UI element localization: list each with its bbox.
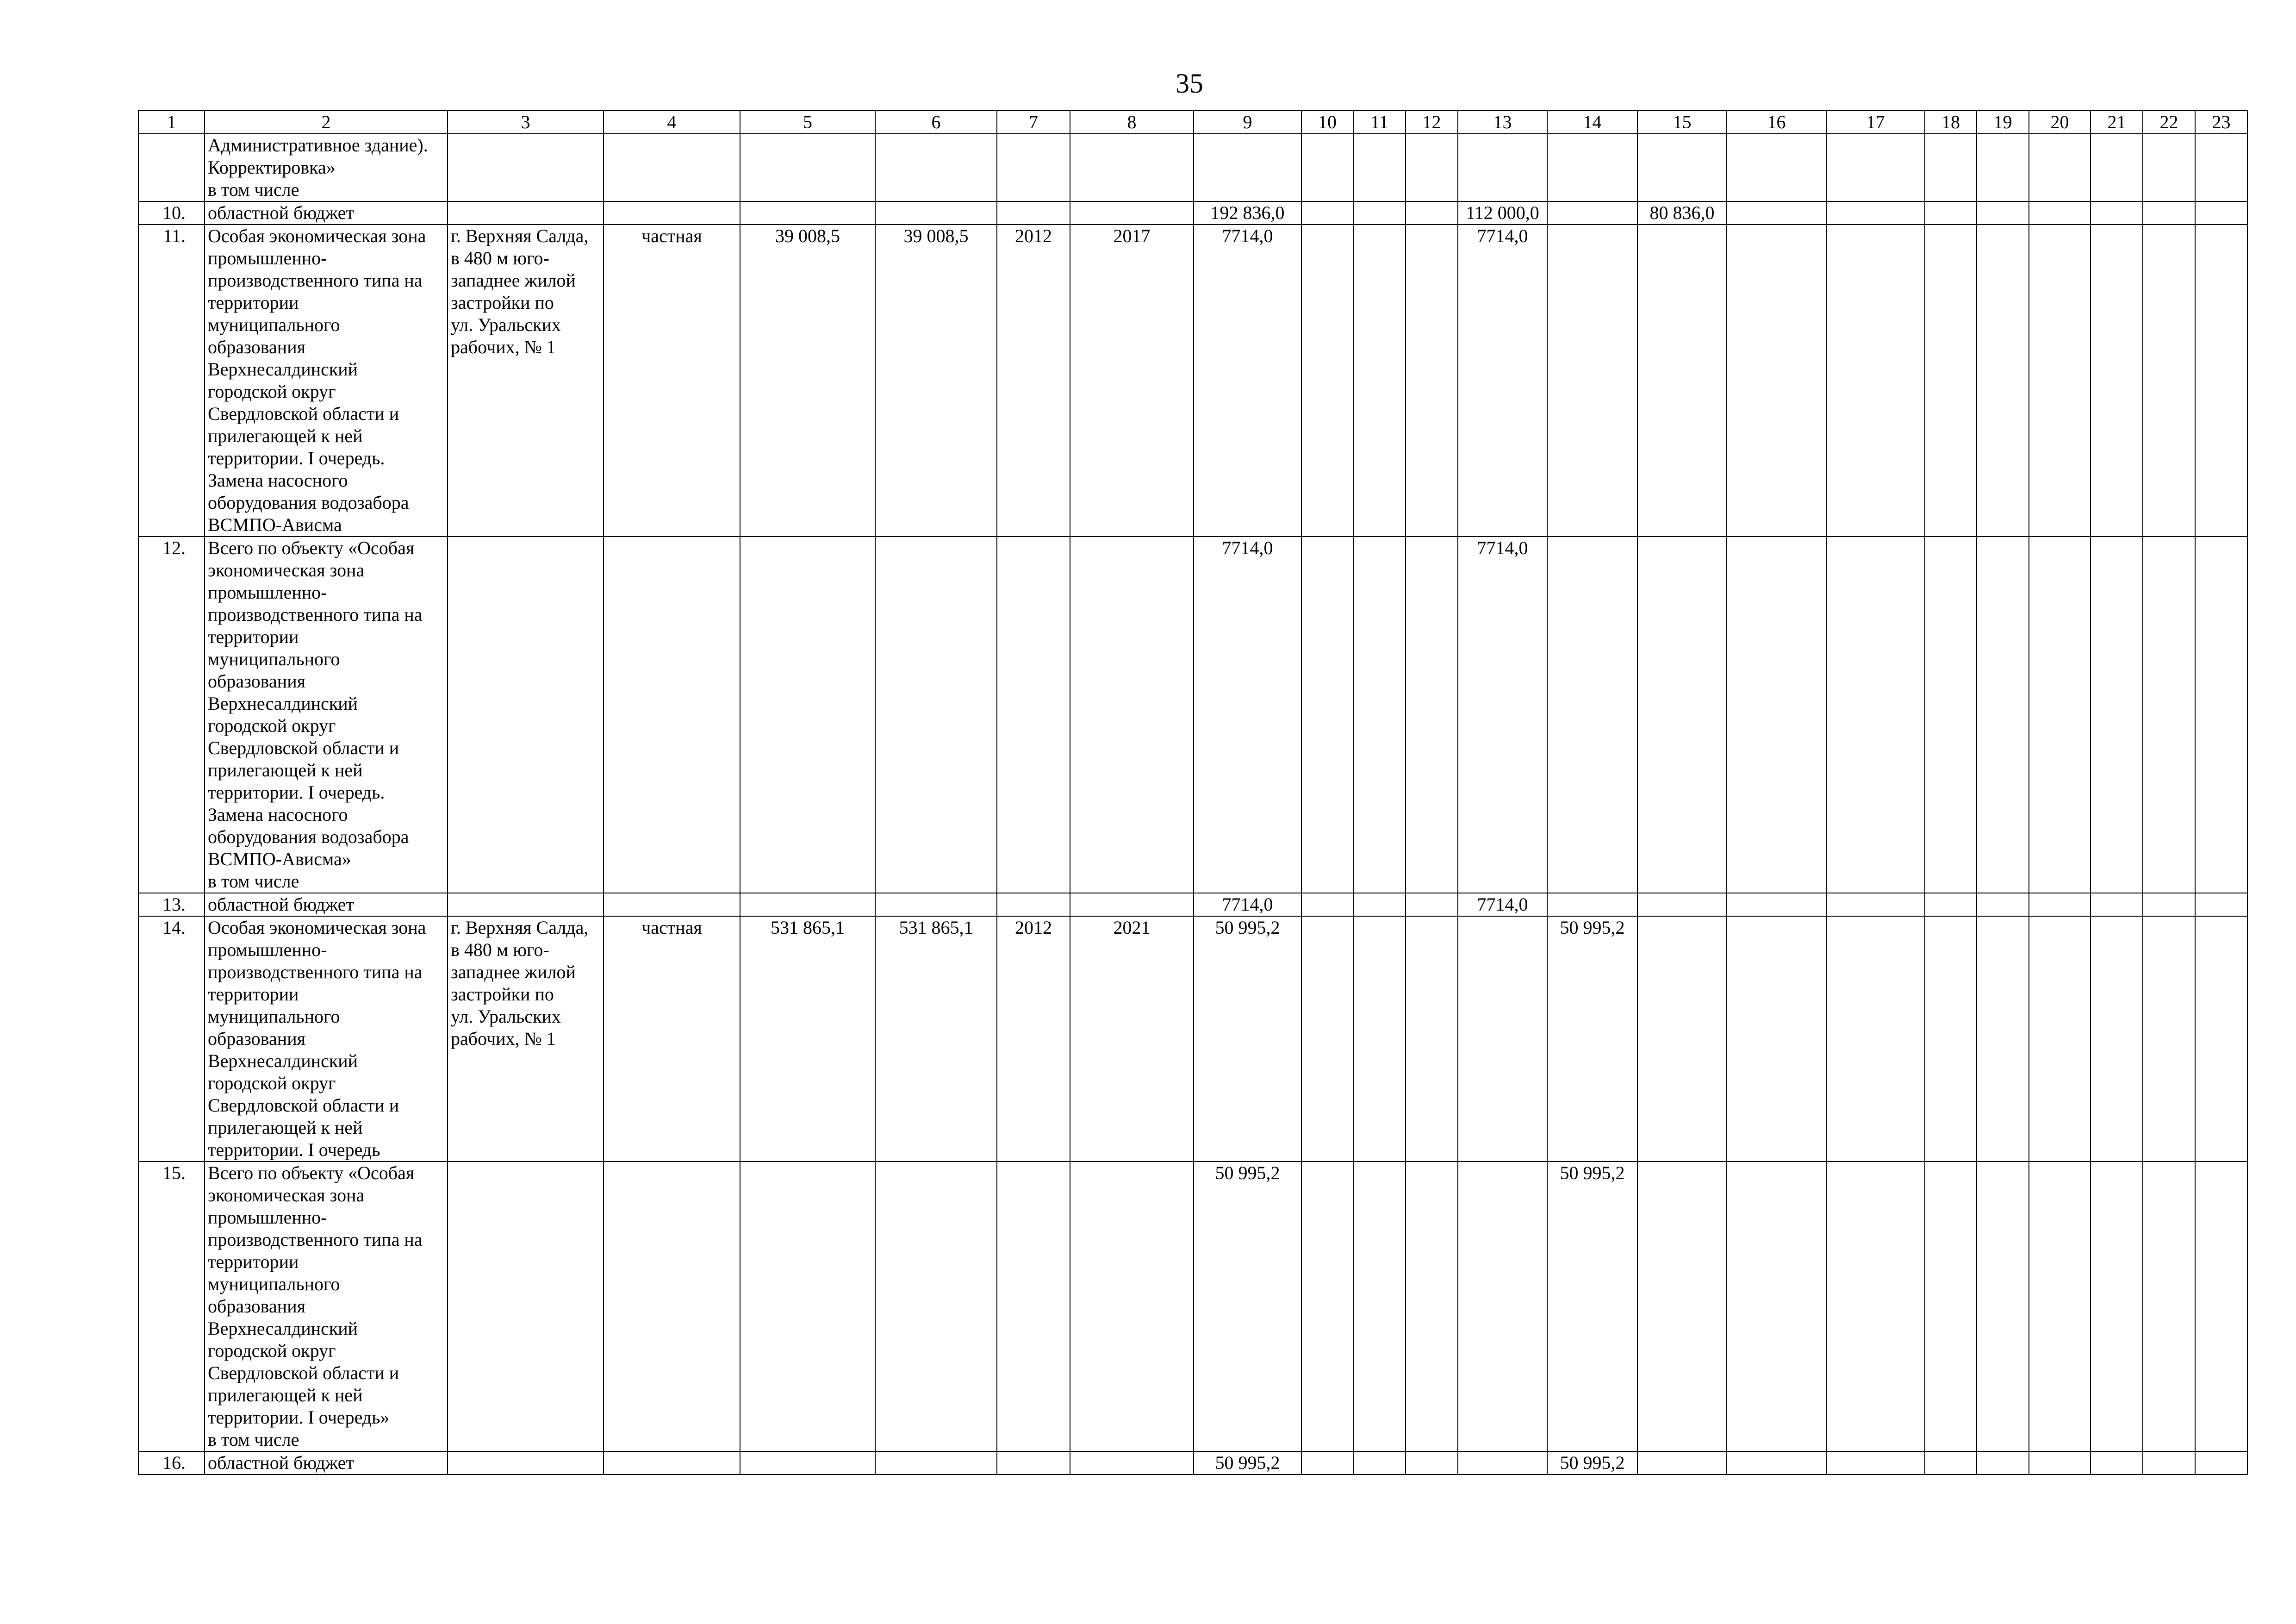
address-line: застройки по — [451, 984, 554, 1005]
address-line: ул. Уральских — [451, 314, 561, 335]
value-cell-c13 — [1458, 1162, 1547, 1451]
value-cell-c16 — [1727, 893, 1826, 916]
cell-c5 — [740, 201, 875, 225]
value-cell-c20 — [2029, 201, 2091, 225]
value-cell-c11 — [1353, 1451, 1406, 1474]
object-name-line: городской округ — [208, 1340, 336, 1361]
value-cell-c16 — [1727, 537, 1826, 893]
object-name-cell — [205, 134, 448, 201]
object-name-line: территории — [208, 1251, 299, 1272]
address-cell — [448, 1451, 604, 1474]
object-name-line: образования — [208, 1028, 305, 1049]
object-name-cell — [205, 201, 448, 225]
table-row — [138, 1162, 2247, 1451]
value-cell-c20 — [2029, 225, 2091, 537]
value-cell-c19 — [1977, 893, 2029, 916]
object-name-line: промышленно- — [208, 582, 327, 603]
address-line: западнее жилой — [451, 270, 576, 291]
cell-c5 — [740, 893, 875, 916]
value-cell-c15 — [1637, 1162, 1727, 1451]
value-cell-c23 — [2195, 1162, 2247, 1451]
value-cell-c10 — [1301, 201, 1353, 225]
object-name-line: промышленно- — [208, 1207, 327, 1228]
object-name-line: Верхнесалдинский — [208, 693, 358, 714]
cell-c7 — [997, 1162, 1070, 1451]
object-name-line: экономическая зона — [208, 1185, 365, 1206]
value-cell-c13: 112 000,0 — [1458, 201, 1547, 225]
address-cell — [448, 537, 604, 893]
header-cell: 8 — [1070, 111, 1194, 134]
header-cell: 23 — [2195, 111, 2247, 134]
header-cell: 21 — [2091, 111, 2143, 134]
object-name-line: прилегающей к ней — [208, 1117, 363, 1138]
object-name-line: Административное здание). — [208, 135, 428, 156]
row-number: 13. — [138, 893, 205, 916]
cell-c6 — [875, 134, 997, 201]
address-cell — [448, 916, 604, 1162]
table-body — [138, 134, 2247, 1474]
address-line: ул. Уральских — [451, 1006, 561, 1027]
value-cell-c16 — [1727, 201, 1826, 225]
value-cell-c18 — [1925, 1451, 1977, 1474]
cell-c4: частная — [604, 225, 740, 537]
cell-c5 — [740, 1162, 875, 1451]
value-cell-c17 — [1826, 916, 1925, 1162]
header-cell: 22 — [2143, 111, 2195, 134]
value-cell-c18 — [1925, 893, 1977, 916]
cell-c6 — [875, 893, 997, 916]
value-cell-c17 — [1826, 134, 1925, 201]
value-cell-c14: 50 995,2 — [1547, 916, 1637, 1162]
value-cell-c14: 50 995,2 — [1547, 1451, 1637, 1474]
address-cell — [448, 1162, 604, 1451]
object-name-cell — [205, 1162, 448, 1451]
row-number — [138, 134, 205, 201]
object-name-line: прилегающей к ней — [208, 1385, 363, 1405]
header-cell: 19 — [1977, 111, 2029, 134]
object-name-cell — [205, 916, 448, 1162]
value-cell-c17 — [1826, 201, 1925, 225]
object-name-line: областной бюджет — [208, 202, 355, 223]
cell-c8 — [1070, 134, 1194, 201]
object-name-line: Всего по объекту «Особая — [208, 1162, 415, 1183]
value-cell-c18 — [1925, 1162, 1977, 1451]
value-cell-c15 — [1637, 916, 1727, 1162]
object-name-line: городской округ — [208, 1073, 336, 1093]
value-cell-c11 — [1353, 201, 1406, 225]
value-cell-c23 — [2195, 225, 2247, 537]
value-cell-c15 — [1637, 537, 1727, 893]
object-name-line: Верхнесалдинский — [208, 359, 358, 380]
value-cell-c12 — [1406, 134, 1458, 201]
cell-c4 — [604, 1451, 740, 1474]
value-cell-c22 — [2143, 201, 2195, 225]
object-name-line: Свердловской области и — [208, 1095, 399, 1116]
object-name-line: территории — [208, 626, 299, 647]
cell-c5 — [740, 1451, 875, 1474]
table-row — [138, 1451, 2247, 1474]
value-cell-c16 — [1727, 1451, 1826, 1474]
cell-c7: 2012 — [997, 225, 1070, 537]
value-cell-c20 — [2029, 893, 2091, 916]
value-cell-c13: 7714,0 — [1458, 893, 1547, 916]
value-cell-c11 — [1353, 537, 1406, 893]
object-name-line: промышленно- — [208, 248, 327, 269]
value-cell-c13: 7714,0 — [1458, 537, 1547, 893]
value-cell-c13 — [1458, 134, 1547, 201]
table-row — [138, 201, 2247, 225]
value-cell-c19 — [1977, 134, 2029, 201]
cell-c7: 2012 — [997, 916, 1070, 1162]
address-cell — [448, 893, 604, 916]
value-cell-c21 — [2091, 916, 2143, 1162]
value-cell-c22 — [2143, 537, 2195, 893]
value-cell-c14 — [1547, 201, 1637, 225]
object-name-line: муниципального — [208, 649, 340, 669]
object-name-line: Замена насосного — [208, 804, 348, 825]
cell-c8 — [1070, 1162, 1194, 1451]
value-cell-c21 — [2091, 1451, 2143, 1474]
value-cell-c10 — [1301, 134, 1353, 201]
value-cell-c9 — [1194, 134, 1301, 201]
object-name-line: муниципального — [208, 314, 340, 335]
object-name-line: муниципального — [208, 1274, 340, 1294]
table-row — [138, 134, 2247, 201]
object-name-line: производственного типа на — [208, 962, 423, 982]
row-number: 10. — [138, 201, 205, 225]
object-name-line: образования — [208, 337, 305, 357]
value-cell-c13 — [1458, 1451, 1547, 1474]
cell-c6 — [875, 201, 997, 225]
header-cell: 16 — [1727, 111, 1826, 134]
object-name-line: Всего по объекту «Особая — [208, 537, 415, 558]
value-cell-c22 — [2143, 1451, 2195, 1474]
cell-c7 — [997, 201, 1070, 225]
address-cell — [448, 225, 604, 537]
object-name-cell — [205, 537, 448, 893]
header-cell: 13 — [1458, 111, 1547, 134]
header-cell: 2 — [205, 111, 448, 134]
value-cell-c15 — [1637, 1451, 1727, 1474]
value-cell-c12 — [1406, 1162, 1458, 1451]
object-name-line: прилегающей к ней — [208, 425, 363, 446]
cell-c4 — [604, 134, 740, 201]
object-name-line: Верхнесалдинский — [208, 1050, 358, 1071]
value-cell-c9: 7714,0 — [1194, 225, 1301, 537]
object-name-line: образования — [208, 671, 305, 692]
value-cell-c22 — [2143, 225, 2195, 537]
object-name-line: Особая экономическая зона — [208, 917, 426, 938]
value-cell-c16 — [1727, 225, 1826, 537]
cell-c8 — [1070, 537, 1194, 893]
value-cell-c12 — [1406, 916, 1458, 1162]
cell-c4 — [604, 1162, 740, 1451]
object-name-line: территории — [208, 984, 299, 1005]
value-cell-c14 — [1547, 893, 1637, 916]
cell-c6 — [875, 1162, 997, 1451]
value-cell-c10 — [1301, 1451, 1353, 1474]
value-cell-c22 — [2143, 1162, 2195, 1451]
object-name-line: территории. I очередь — [208, 1139, 380, 1160]
value-cell-c14 — [1547, 537, 1637, 893]
value-cell-c23 — [2195, 537, 2247, 893]
value-cell-c17 — [1826, 537, 1925, 893]
header-row — [138, 111, 2247, 134]
value-cell-c10 — [1301, 893, 1353, 916]
table-row — [138, 893, 2247, 916]
value-cell-c12 — [1406, 225, 1458, 537]
object-name-line: образования — [208, 1296, 305, 1317]
value-cell-c18 — [1925, 201, 1977, 225]
value-cell-c20 — [2029, 134, 2091, 201]
address-line: рабочих, № 1 — [451, 1028, 556, 1049]
value-cell-c14: 50 995,2 — [1547, 1162, 1637, 1451]
value-cell-c20 — [2029, 537, 2091, 893]
table-row — [138, 537, 2247, 893]
value-cell-c15 — [1637, 134, 1727, 201]
value-cell-c14 — [1547, 225, 1637, 537]
value-cell-c12 — [1406, 201, 1458, 225]
header-cell: 17 — [1826, 111, 1925, 134]
object-name-line: ВСМПО-Ависма — [208, 514, 342, 535]
object-name-line: территории. I очередь. — [208, 782, 385, 803]
value-cell-c9: 7714,0 — [1194, 537, 1301, 893]
object-name-cell — [205, 893, 448, 916]
header-cell: 9 — [1194, 111, 1301, 134]
address-cell — [448, 134, 604, 201]
object-name-line: областной бюджет — [208, 1452, 355, 1473]
value-cell-c9: 50 995,2 — [1194, 1451, 1301, 1474]
value-cell-c20 — [2029, 1162, 2091, 1451]
value-cell-c14 — [1547, 134, 1637, 201]
header-cell: 1 — [138, 111, 205, 134]
object-name-line: территории. I очередь» — [208, 1407, 390, 1428]
address-line: в 480 м юго- — [451, 248, 549, 269]
value-cell-c18 — [1925, 916, 1977, 1162]
cell-c5: 39 008,5 — [740, 225, 875, 537]
value-cell-c19 — [1977, 1451, 2029, 1474]
header-cell: 6 — [875, 111, 997, 134]
value-cell-c15 — [1637, 893, 1727, 916]
header-cell: 7 — [997, 111, 1070, 134]
row-number: 15. — [138, 1162, 205, 1451]
cell-c6 — [875, 537, 997, 893]
object-name-line: оборудования водозабора — [208, 492, 409, 513]
cell-c6: 39 008,5 — [875, 225, 997, 537]
address-line: г. Верхняя Салда, — [451, 917, 589, 938]
object-name-line: Замена насосного — [208, 470, 348, 491]
value-cell-c16 — [1727, 1162, 1826, 1451]
value-cell-c10 — [1301, 537, 1353, 893]
object-name-line: территории — [208, 292, 299, 313]
cell-c8: 2021 — [1070, 916, 1194, 1162]
address-line: западнее жилой — [451, 962, 576, 982]
row-number: 11. — [138, 225, 205, 537]
cell-c6 — [875, 1451, 997, 1474]
object-name-line: Верхнесалдинский — [208, 1318, 358, 1339]
cell-c8: 2017 — [1070, 225, 1194, 537]
value-cell-c9: 50 995,2 — [1194, 916, 1301, 1162]
value-cell-c23 — [2195, 916, 2247, 1162]
object-name-line: Особая экономическая зона — [208, 225, 426, 246]
object-name-line: Корректировка» — [208, 157, 336, 178]
value-cell-c21 — [2091, 1162, 2143, 1451]
object-name-line: оборудования водозабора — [208, 826, 409, 847]
row-number: 12. — [138, 537, 205, 893]
value-cell-c15 — [1637, 225, 1727, 537]
value-cell-c21 — [2091, 134, 2143, 201]
cell-c4 — [604, 537, 740, 893]
cell-c8 — [1070, 893, 1194, 916]
table-row — [138, 225, 2247, 537]
object-name-line: в том числе — [208, 871, 299, 892]
cell-c5 — [740, 537, 875, 893]
value-cell-c17 — [1826, 1451, 1925, 1474]
cell-c8 — [1070, 201, 1194, 225]
cell-c4 — [604, 893, 740, 916]
value-cell-c9: 7714,0 — [1194, 893, 1301, 916]
value-cell-c22 — [2143, 916, 2195, 1162]
page-number: 35 — [1176, 68, 1203, 99]
cell-c6: 531 865,1 — [875, 916, 997, 1162]
value-cell-c9: 192 836,0 — [1194, 201, 1301, 225]
object-name-line: экономическая зона — [208, 560, 365, 581]
cell-c5 — [740, 134, 875, 201]
value-cell-c23 — [2195, 893, 2247, 916]
value-cell-c20 — [2029, 1451, 2091, 1474]
value-cell-c9: 50 995,2 — [1194, 1162, 1301, 1451]
cell-c7 — [997, 1451, 1070, 1474]
address-cell — [448, 201, 604, 225]
object-name-line: муниципального — [208, 1006, 340, 1027]
header-cell: 15 — [1637, 111, 1727, 134]
value-cell-c12 — [1406, 893, 1458, 916]
value-cell-c11 — [1353, 893, 1406, 916]
object-name-line: промышленно- — [208, 939, 327, 960]
table-row — [138, 916, 2247, 1162]
object-name-line: прилегающей к ней — [208, 760, 363, 781]
header-cell: 12 — [1406, 111, 1458, 134]
value-cell-c21 — [2091, 537, 2143, 893]
object-name-line: Свердловской области и — [208, 1362, 399, 1383]
value-cell-c17 — [1826, 225, 1925, 537]
object-name-line: городской округ — [208, 715, 336, 736]
row-number: 16. — [138, 1451, 205, 1474]
header-cell: 11 — [1353, 111, 1406, 134]
value-cell-c11 — [1353, 916, 1406, 1162]
header-cell: 14 — [1547, 111, 1637, 134]
value-cell-c19 — [1977, 225, 2029, 537]
value-cell-c16 — [1727, 134, 1826, 201]
value-cell-c21 — [2091, 225, 2143, 537]
value-cell-c18 — [1925, 537, 1977, 893]
value-cell-c11 — [1353, 225, 1406, 537]
value-cell-c22 — [2143, 134, 2195, 201]
address-line: застройки по — [451, 292, 554, 313]
object-name-line: областной бюджет — [208, 894, 355, 915]
value-cell-c11 — [1353, 1162, 1406, 1451]
value-cell-c21 — [2091, 201, 2143, 225]
object-name-line: производственного типа на — [208, 604, 423, 625]
object-name-cell — [205, 1451, 448, 1474]
value-cell-c17 — [1826, 893, 1925, 916]
value-cell-c17 — [1826, 1162, 1925, 1451]
object-name-line: Свердловской области и — [208, 737, 399, 758]
value-cell-c21 — [2091, 893, 2143, 916]
value-cell-c15: 80 836,0 — [1637, 201, 1727, 225]
object-name-line: Свердловской области и — [208, 403, 399, 424]
row-number: 14. — [138, 916, 205, 1162]
object-name-line: производственного типа на — [208, 270, 423, 291]
value-cell-c23 — [2195, 201, 2247, 225]
value-cell-c10 — [1301, 225, 1353, 537]
value-cell-c12 — [1406, 1451, 1458, 1474]
value-cell-c10 — [1301, 1162, 1353, 1451]
header-cell: 5 — [740, 111, 875, 134]
cell-c7 — [997, 893, 1070, 916]
header-cell: 20 — [2029, 111, 2091, 134]
value-cell-c11 — [1353, 134, 1406, 201]
header-cell: 4 — [604, 111, 740, 134]
value-cell-c13: 7714,0 — [1458, 225, 1547, 537]
value-cell-c19 — [1977, 537, 2029, 893]
address-line: в 480 м юго- — [451, 939, 549, 960]
value-cell-c18 — [1925, 134, 1977, 201]
value-cell-c19 — [1977, 1162, 2029, 1451]
value-cell-c23 — [2195, 1451, 2247, 1474]
value-cell-c23 — [2195, 134, 2247, 201]
object-name-line: городской округ — [208, 381, 336, 402]
value-cell-c10 — [1301, 916, 1353, 1162]
object-name-line: производственного типа на — [208, 1229, 423, 1250]
value-cell-c22 — [2143, 893, 2195, 916]
cell-c8 — [1070, 1451, 1194, 1474]
value-cell-c20 — [2029, 916, 2091, 1162]
header-cell: 18 — [1925, 111, 1977, 134]
object-name-cell — [205, 225, 448, 537]
investment-table — [138, 110, 2248, 1475]
value-cell-c13 — [1458, 916, 1547, 1162]
value-cell-c16 — [1727, 916, 1826, 1162]
cell-c7 — [997, 134, 1070, 201]
address-line: г. Верхняя Салда, — [451, 225, 589, 246]
object-name-line: ВСМПО-Ависма» — [208, 849, 351, 869]
value-cell-c19 — [1977, 916, 2029, 1162]
value-cell-c19 — [1977, 201, 2029, 225]
header-cell: 3 — [448, 111, 604, 134]
cell-c7 — [997, 537, 1070, 893]
cell-c4 — [604, 201, 740, 225]
object-name-line: территории. I очередь. — [208, 448, 385, 468]
object-name-line: в том числе — [208, 1429, 299, 1450]
address-line: рабочих, № 1 — [451, 337, 556, 357]
value-cell-c18 — [1925, 225, 1977, 537]
cell-c5: 531 865,1 — [740, 916, 875, 1162]
value-cell-c12 — [1406, 537, 1458, 893]
cell-c4: частная — [604, 916, 740, 1162]
object-name-line: в том числе — [208, 179, 299, 200]
header-cell: 10 — [1301, 111, 1353, 134]
